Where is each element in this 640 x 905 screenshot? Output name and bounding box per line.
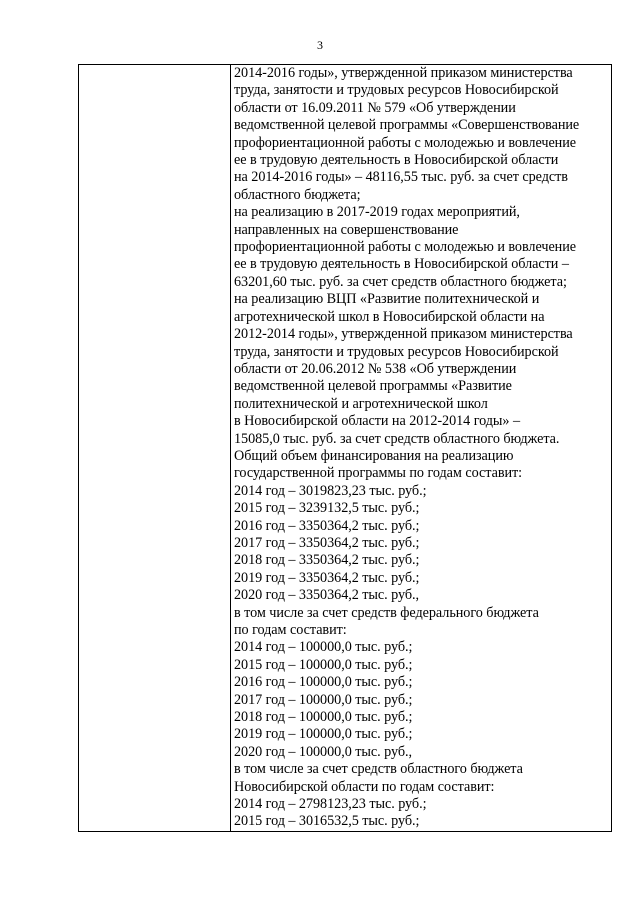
- text-line: 2016 год – 100000,0 тыс. руб.;: [234, 674, 413, 691]
- text-line: 2015 год – 3239132,5 тыс. руб.;: [234, 500, 420, 517]
- text-line: направленных на совершенствование: [234, 221, 459, 238]
- text-line: 2020 год – 3350364,2 тыс. руб.,: [234, 587, 420, 604]
- text-line: 2015 год – 100000,0 тыс. руб.;: [234, 656, 413, 673]
- text-line: на реализацию в 2017-2019 годах мероприятий,: [234, 204, 520, 221]
- text-line: труда, занятости и трудовых ресурсов Новосибирской: [234, 343, 559, 360]
- page-number: 3: [317, 38, 323, 52]
- text-line: 2018 год – 3350364,2 тыс. руб.;: [234, 552, 420, 569]
- program-passport-table: [78, 64, 612, 832]
- text-line: 2019 год – 100000,0 тыс. руб.;: [234, 726, 413, 743]
- text-line: государственной программы по годам составит:: [234, 465, 523, 482]
- text-line: 2014 год – 100000,0 тыс. руб.;: [234, 639, 413, 656]
- text-line: труда, занятости и трудовых ресурсов Новосибирской: [234, 82, 559, 99]
- text-line: 2012-2014 годы», утвержденной приказом министерства: [234, 326, 573, 343]
- table-right-cell: [231, 65, 612, 832]
- text-line: агротехнической школ в Новосибирской области на: [234, 308, 545, 325]
- text-line: области от 20.06.2012 № 538 «Об утверждении: [234, 360, 517, 377]
- text-line: в Новосибирской области на 2012-2014 годы» –: [234, 413, 520, 430]
- text-line: 2017 год – 100000,0 тыс. руб.;: [234, 691, 413, 708]
- text-line: ведомственной целевой программы «Развитие: [234, 378, 512, 395]
- text-line: в том числе за счет средств областного бюджета: [234, 761, 523, 778]
- text-line: 2017 год – 3350364,2 тыс. руб.;: [234, 534, 420, 551]
- text-line: ее в трудовую деятельность в Новосибирской области: [234, 152, 559, 169]
- text-line: ее в трудовую деятельность в Новосибирской области –: [234, 256, 569, 273]
- text-line: 15085,0 тыс. руб. за счет средств областного бюджета.: [234, 430, 560, 447]
- text-line: 2016 год – 3350364,2 тыс. руб.;: [234, 517, 420, 534]
- text-line: ведомственной целевой программы «Совершенствование: [234, 117, 580, 134]
- text-line: 2019 год – 3350364,2 тыс. руб.;: [234, 569, 420, 586]
- text-line: Новосибирской области по годам составит:: [234, 778, 495, 795]
- text-line: политехнической и агротехнической школ: [234, 395, 488, 412]
- text-line: 2014 год – 2798123,23 тыс. руб.;: [234, 796, 427, 813]
- text-line: 2018 год – 100000,0 тыс. руб.;: [234, 709, 413, 726]
- text-line: профориентационной работы с молодежью и вовлечение: [234, 239, 577, 256]
- text-line: на 2014-2016 годы» – 48116,55 тыс. руб. за счет средств: [234, 169, 568, 186]
- text-line: областного бюджета;: [234, 186, 361, 203]
- text-line: по годам составит:: [234, 622, 347, 638]
- table-row: [79, 65, 612, 832]
- funding-text-block: [234, 65, 611, 831]
- text-line: профориентационной работы с молодежью и вовлечение: [234, 134, 577, 151]
- text-line: 2014 год – 3019823,23 тыс. руб.;: [234, 482, 427, 499]
- text-line: на реализацию ВЦП «Развитие политехнической и: [234, 291, 540, 308]
- text-line: 63201,60 тыс. руб. за счет средств областного бюджета;: [234, 273, 567, 290]
- table-left-cell: [79, 65, 231, 832]
- text-line: в том числе за счет средств федерального бюджета: [234, 604, 539, 621]
- text-line: области от 16.09.2011 № 579 «Об утверждении: [234, 99, 516, 116]
- text-line: 2015 год – 3016532,5 тыс. руб.;: [234, 813, 420, 830]
- text-line: Общий объем финансирования на реализацию: [234, 447, 514, 464]
- text-line: 2014-2016 годы», утвержденной приказом министерства: [234, 65, 573, 81]
- text-line: 2020 год – 100000,0 тыс. руб.,: [234, 743, 412, 760]
